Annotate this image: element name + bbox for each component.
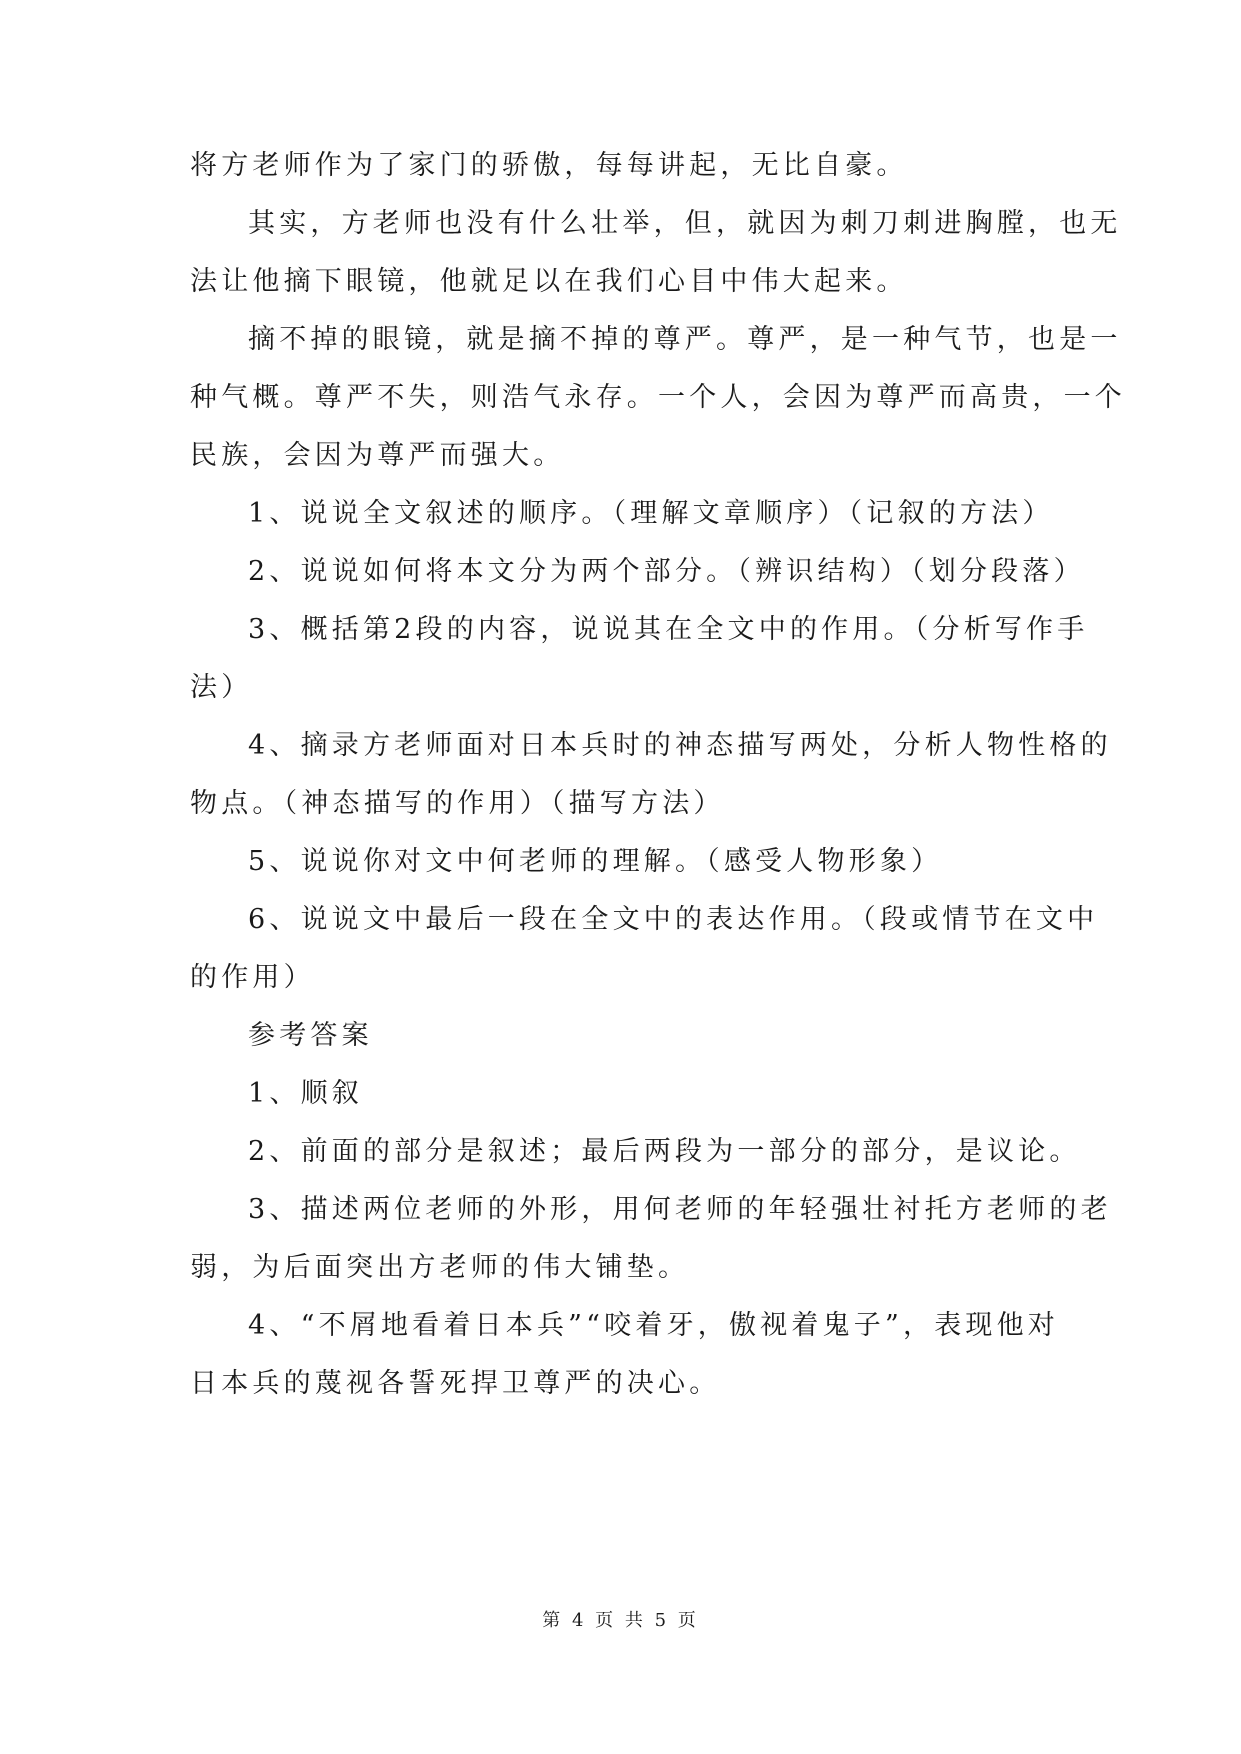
question-5: 5、说说你对文中何老师的理解。（感受人物形象） bbox=[248, 846, 943, 877]
answer-3-cont: 弱，为后面突出方老师的伟大铺垫。 bbox=[190, 1252, 690, 1283]
question-6-cont: 的作用） bbox=[190, 962, 315, 993]
answer-4-cont: 日本兵的蔑视各誓死捍卫尊严的决心。 bbox=[190, 1368, 721, 1399]
question-1: 1、说说全文叙述的顺序。（理解文章顺序）（记叙的方法） bbox=[248, 498, 1054, 529]
answers-heading: 参考答案 bbox=[248, 1020, 373, 1051]
text-line-6: 民族，会因为尊严而强大。 bbox=[190, 440, 565, 471]
page-footer: 第 4 页 共 5 页 bbox=[542, 1610, 699, 1631]
question-4: 4、摘录方老师面对日本兵时的神态描写两处，分析人物性格的 bbox=[248, 730, 1112, 761]
answer-2: 2、前面的部分是叙述；最后两段为一部分的部分，是议论。 bbox=[248, 1136, 1081, 1167]
question-3-cont: 法） bbox=[190, 672, 253, 703]
text-line-5: 种气概。尊严不失，则浩气永存。一个人，会因为尊严而高贵，一个 bbox=[190, 382, 1126, 413]
question-4-cont: 物点。（神态描写的作用）（描写方法） bbox=[190, 788, 725, 819]
text-line-4: 摘不掉的眼镜，就是摘不掉的尊严。尊严，是一种气节，也是一 bbox=[248, 324, 1122, 355]
answer-3: 3、描述两位老师的外形，用何老师的年轻强壮衬托方老师的老 bbox=[248, 1194, 1112, 1225]
text-line-2: 其实，方老师也没有什么壮举，但，就因为刺刀刺进胸膛，也无 bbox=[248, 208, 1122, 239]
answer-4: 4、“不屑地看着日本兵”“咬着牙，傲视着鬼子”，表现他对 bbox=[248, 1310, 1059, 1341]
text-line-3: 法让他摘下眼镜，他就足以在我们心目中伟大起来。 bbox=[190, 266, 908, 297]
question-3: 3、概括第2段的内容，说说其在全文中的作用。（分析写作手 bbox=[248, 614, 1089, 645]
question-2: 2、说说如何将本文分为两个部分。（辨识结构）（划分段落） bbox=[248, 556, 1085, 587]
text-line-1: 将方老师作为了家门的骄傲，每每讲起，无比自豪。 bbox=[190, 150, 908, 181]
question-6: 6、说说文中最后一段在全文中的表达作用。（段或情节在文中 bbox=[248, 904, 1099, 935]
answer-1: 1、顺叙 bbox=[248, 1078, 363, 1109]
